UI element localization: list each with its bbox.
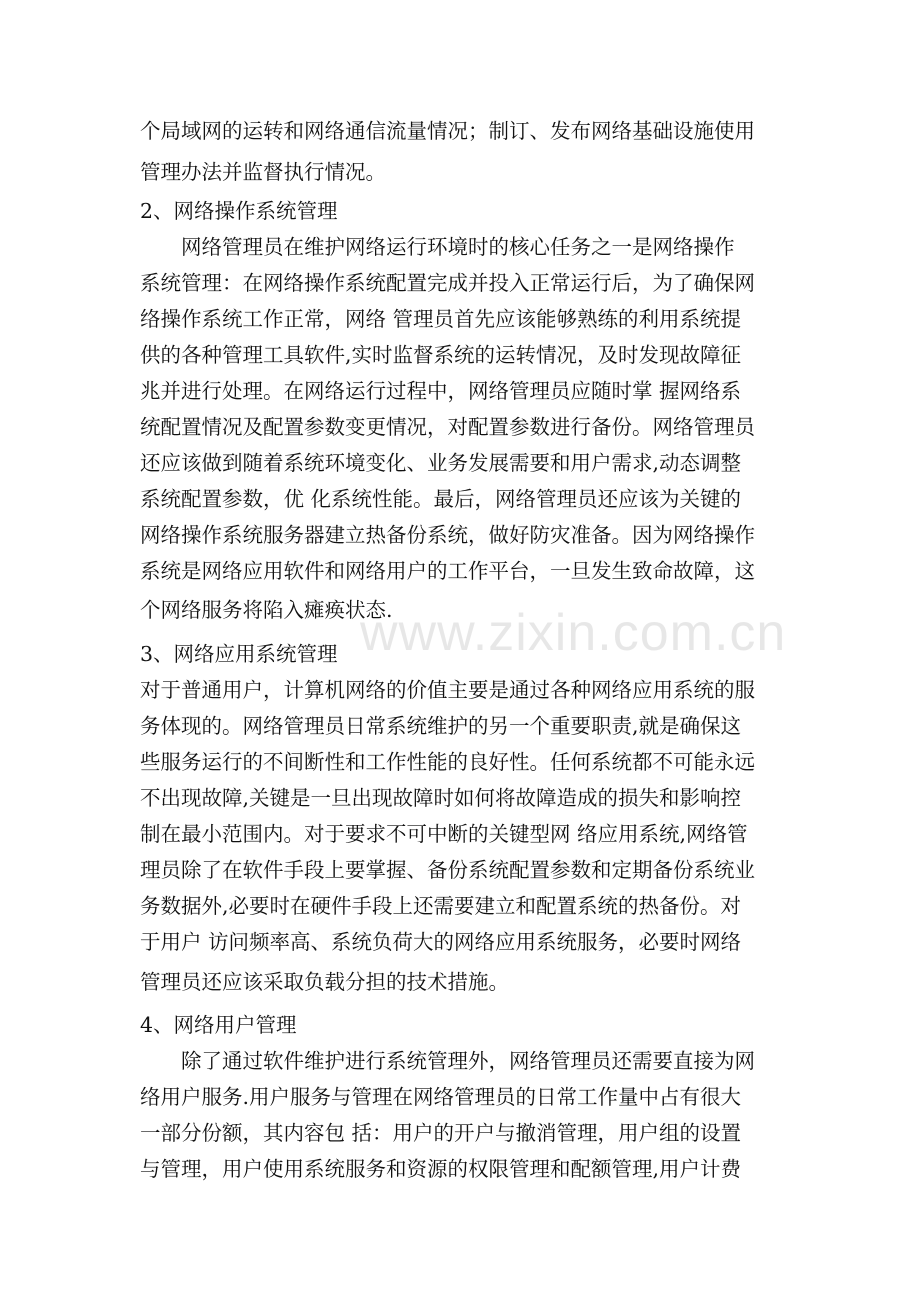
paragraph-line: 个网络服务将陷入瘫痪状态.: [140, 598, 393, 622]
paragraph-line: 兆并进行处理。在网络运行过程中，网络管理员应随时掌 握网络系: [140, 379, 742, 403]
paragraph-line: 系统是网络应用软件和网络用户的工作平台，一旦发生致命故障，这: [140, 559, 755, 583]
paragraph-line: 网络操作系统服务器建立热备份系统，做好防灾准备。因为网络操作: [140, 523, 755, 547]
paragraph-line: 系统配置参数，优 化系统性能。最后，网络管理员还应该为关键的: [140, 487, 742, 511]
paragraph-line: 络用户服务.用户服务与管理在网络管理员的日常工作量中占有很大: [140, 1085, 742, 1109]
paragraph-line: 务体现的。网络管理员日常系统维护的另一个重要职责,就是确保这: [140, 714, 742, 738]
paragraph-line: 供的各种管理工具软件,实时监督系统的运转情况，及时发现故障征: [140, 343, 742, 367]
paragraph-line: 一部分份额，其内容包 括：用户的开户与撤消管理，用户组的设置: [140, 1121, 742, 1145]
paragraph-line: 与管理，用户使用系统服务和资源的权限管理和配额管理,用户计费: [140, 1157, 742, 1181]
paragraph-line: 于用户 访问频率高、系统负荷大的网络应用系统服务，必要时网络: [140, 930, 742, 954]
paragraph-line: 些服务运行的不间断性和工作性能的良好性。任何系统都不可能永远: [140, 750, 755, 774]
paragraph-line: 网络管理员在维护网络运行环境时的核心任务之一是网络操作: [181, 235, 735, 259]
paragraph-line: 务数据外,必要时在硬件手段上还需要建立和配置系统的热备份。对: [140, 894, 742, 918]
paragraph-line: 络操作系统工作正常，网络 管理员首先应该能够熟练的利用系统提: [140, 307, 742, 331]
paragraph-line: 对于普通用户，计算机网络的价值主要是通过各种网络应用系统的服: [140, 678, 755, 702]
paragraph-line: 制在最小范围内。对于要求不可中断的关键型网 络应用系统,网络管: [140, 822, 748, 846]
section-heading: 3、网络应用系统管理: [140, 642, 338, 666]
watermark: www.zixin.com.cn: [360, 604, 787, 662]
paragraph-line: 管理员还应该采取负载分担的技术措施。: [140, 970, 509, 994]
paragraph-line: 统配置情况及配置参数变更情况，对配置参数进行备份。网络管理员: [140, 415, 755, 439]
paragraph-line: 除了通过软件维护进行系统管理外，网络管理员还需要直接为网: [181, 1049, 755, 1073]
paragraph-line: 管理办法并监督执行情况。: [140, 160, 386, 184]
section-heading: 4、网络用户管理: [140, 1013, 297, 1037]
paragraph-line: 不出现故障,关键是一旦出现故障时如何将故障造成的损失和影响控: [140, 786, 742, 810]
paragraph-line: 个局域网的运转和网络通信流量情况；制订、发布网络基础设施使用: [140, 119, 755, 143]
section-heading: 2、网络操作系统管理: [140, 199, 338, 223]
paragraph-line: 还应该做到随着系统环境变化、业务发展需要和用户需求,动态调整: [140, 451, 742, 475]
paragraph-line: 系统管理：在网络操作系统配置完成并投入正常运行后，为了确保网: [140, 271, 755, 295]
paragraph-line: 理员除了在软件手段上要掌握、备份系统配置参数和定期备份系统业: [140, 858, 755, 882]
